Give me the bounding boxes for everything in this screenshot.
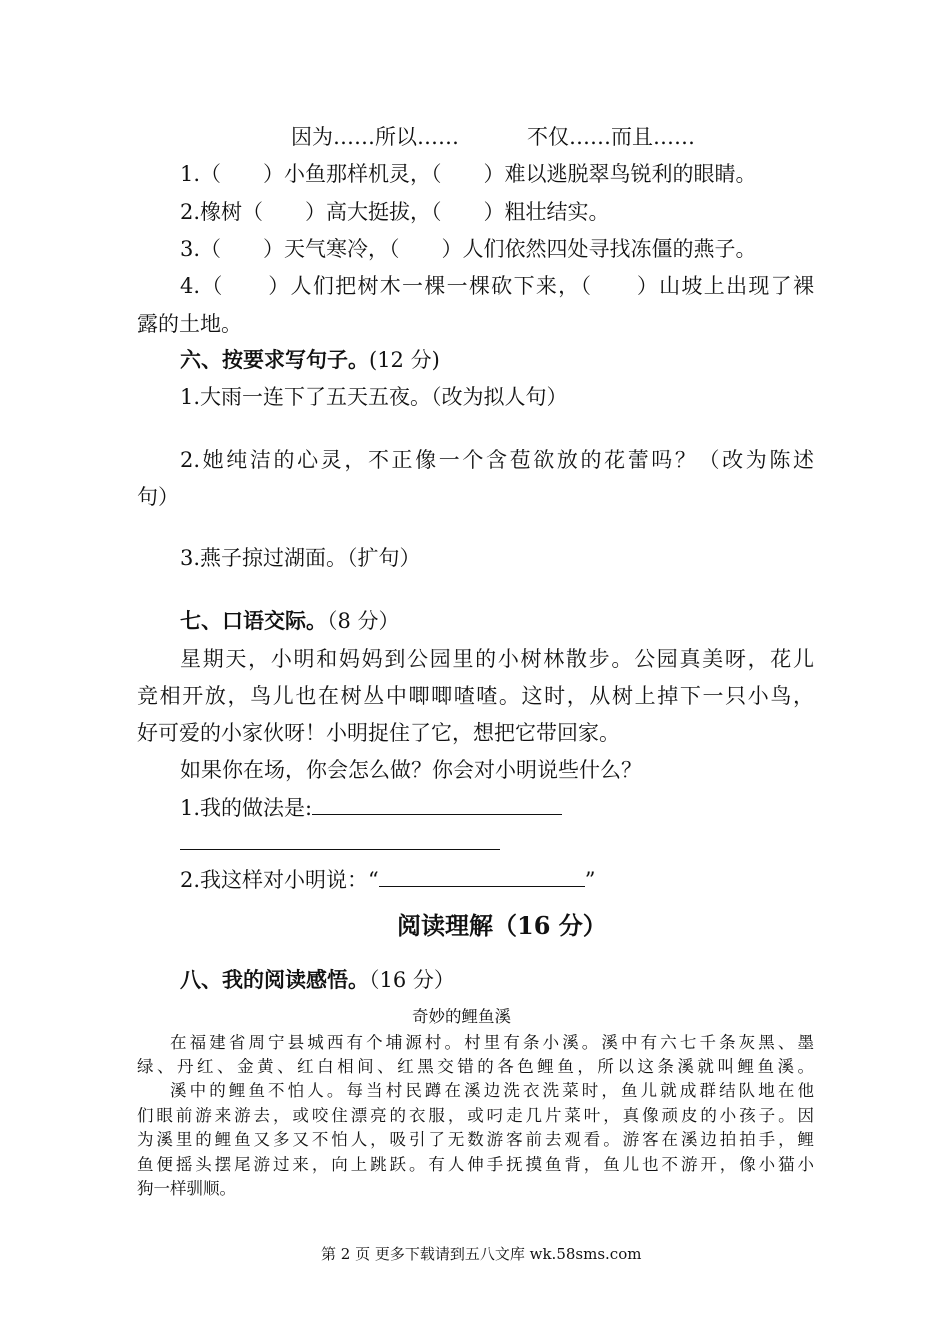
passage-line-5: 为溪里的鲤鱼又多又不怕人，吸引了无数游客前去观看。游客在溪边拍拍手，鲤: [137, 1130, 814, 1149]
section7-heading-line: [180, 608, 400, 634]
section6-heading: 六、按要求写句子。: [180, 347, 369, 372]
section7-score: （8 分）: [327, 609, 400, 633]
section7-heading: 七、口语交际。: [180, 608, 327, 633]
answer2-label: 2.我这样对小明说：“: [180, 868, 379, 892]
section7-para-line-3: 好可爱的小家伙呀！小明捉住了它，想把它带回家。: [137, 721, 620, 745]
passage-line-2: 绿、丹红、金黄、红白相间、红黑交错的各色鲤鱼，所以这条溪就叫鲤鱼溪。: [137, 1057, 814, 1076]
answer2-blank[interactable]: [379, 866, 585, 887]
fill-item-3: 3.（ ）天气寒冷，（ ）人们依然四处寻找冻僵的燕子。: [180, 237, 757, 261]
section6-heading-line: [180, 347, 440, 373]
section7-para-line-1: 星期天，小明和妈妈到公园里的小树林散步。公园真美呀，花儿: [180, 647, 814, 671]
passage-line-4: 们眼前游来游去，或咬住漂亮的衣服，或叼走几片菜叶，真像顽皮的小孩子。因: [137, 1106, 814, 1125]
answer2-line: [180, 866, 596, 893]
page-footer: 第 2 页 更多下载请到五八文库 wk.58sms.com: [321, 1245, 642, 1263]
fill-item-2: 2.橡树（ ）高大挺拔，（ ）粗壮结实。: [180, 200, 610, 224]
section6-q2-cont: 句）: [137, 485, 179, 509]
answer1-blank[interactable]: [312, 794, 562, 815]
section6-score: (12 分): [369, 348, 440, 372]
fill-item-4: 4.（ ）人们把树木一棵一棵砍下来，（ ）山坡上出现了裸: [180, 274, 814, 298]
passage-line-3: 溪中的鲤鱼不怕人。每当村民蹲在溪边洗衣洗菜时，鱼儿就成群结队地在他: [170, 1081, 814, 1100]
answer1-label: 1.我的做法是:: [180, 796, 313, 820]
fill-item-4-cont: 露的土地。: [137, 312, 242, 336]
section7-question: 如果你在场，你会怎么做？你会对小明说些什么？: [180, 758, 642, 782]
passage-title: 奇妙的鲤鱼溪: [412, 1007, 511, 1026]
section8-heading-line: [180, 967, 455, 993]
section8-heading: 八、我的阅读感悟。: [180, 967, 369, 992]
answer1-line: [180, 794, 562, 821]
section6-q3: 3.燕子掠过湖面。（扩句）: [180, 546, 421, 570]
passage-line-6: 鱼便摇头摆尾游过来，向上跳跃。有人伸手抚摸鱼背，鱼儿也不游开，像小猫小: [137, 1155, 814, 1174]
section8-score: （16 分）: [369, 968, 455, 992]
reading-title: 阅读理解（16 分）: [397, 911, 607, 940]
conjunction-pair-1: 因为……所以……: [291, 125, 459, 149]
passage-line-7: 狗一样驯顺。: [137, 1179, 236, 1198]
answer1-blank-continued[interactable]: [180, 849, 500, 850]
section6-q2: 2.她纯洁的心灵，不正像一个含苞欲放的花蕾吗？（改为陈述: [180, 448, 814, 472]
conjunction-pair-2: 不仅……而且……: [527, 125, 695, 149]
section6-q1: 1.大雨一连下了五天五夜。（改为拟人句）: [180, 385, 568, 409]
answer2-close-quote: ”: [584, 868, 596, 892]
passage-line-1: 在福建省周宁县城西有个埔源村。村里有条小溪。溪中有六七千条灰黑、墨: [170, 1033, 814, 1052]
fill-item-1: 1.（ ）小鱼那样机灵，（ ）难以逃脱翠鸟锐利的眼睛。: [180, 162, 757, 186]
section7-para-line-2: 竞相开放，鸟儿也在树丛中唧唧喳喳。这时，从树上掉下一只小鸟，: [137, 684, 814, 708]
